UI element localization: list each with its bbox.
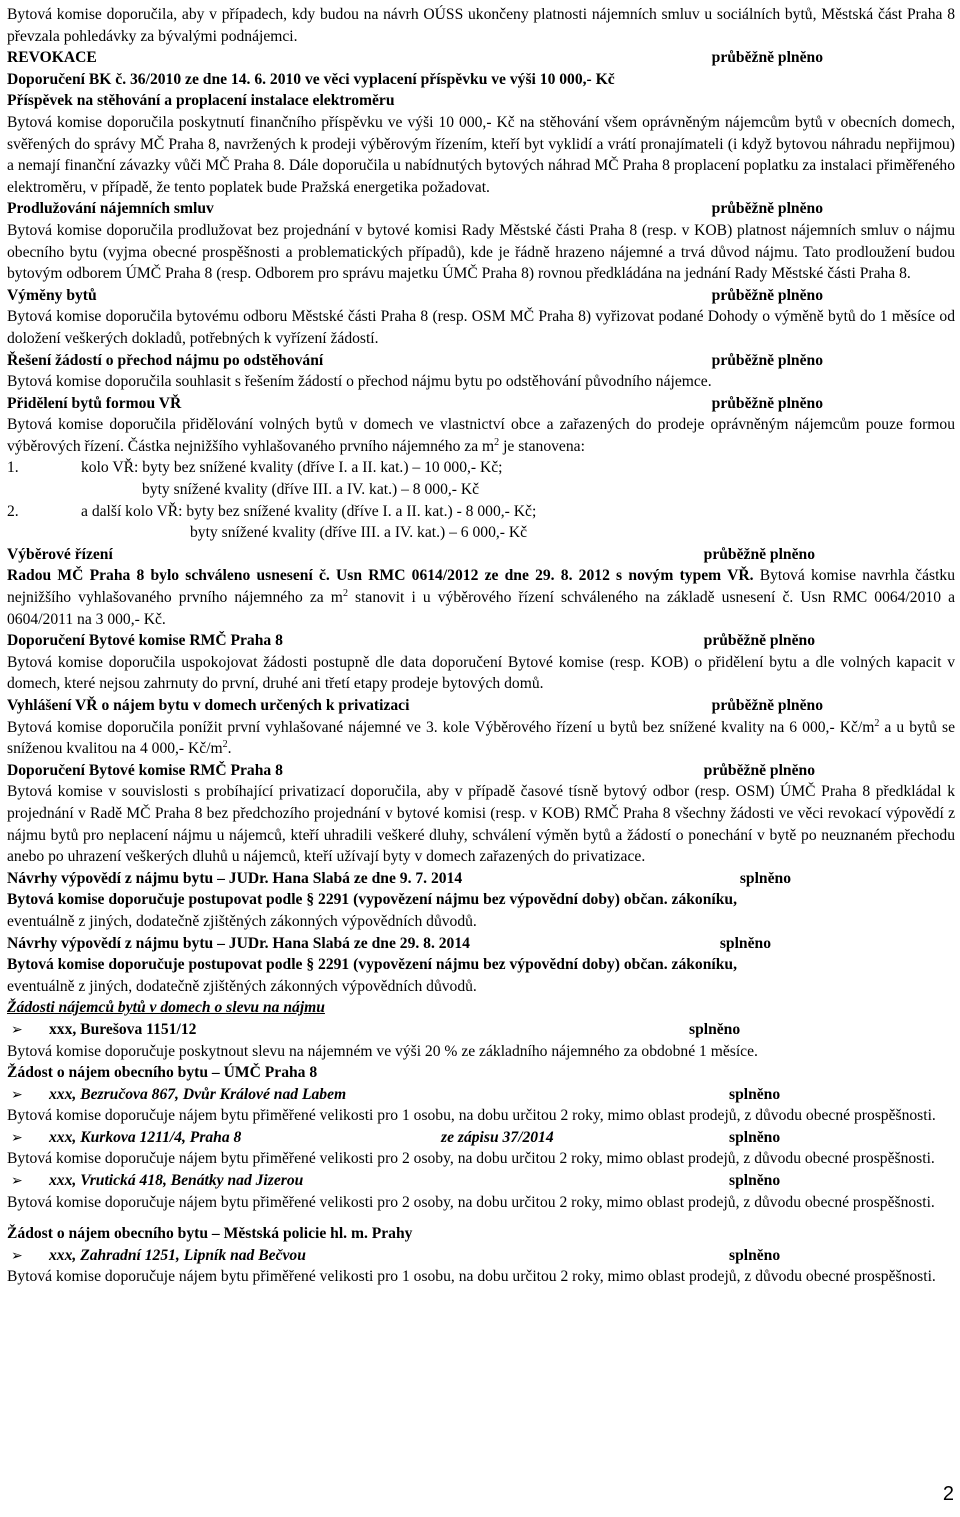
text-part: Bytová komise doporučila ponížit první vyhlašované nájemné ve 3. kole Výběrového řízení u bytů bez snížené kvality na 6 000,- Kč/m <box>7 718 875 736</box>
superscript: 2 <box>222 739 228 750</box>
list-text: a další kolo VŘ: byty bez snížené kvality (dříve I. a II. kat.) - 8 000,- Kč; <box>81 502 537 520</box>
status-label: splněno <box>729 1246 781 1264</box>
section-heading: Prodlužování nájemních smluv <box>7 200 214 218</box>
list-text: kolo VŘ: byty bez snížené kvality (dříve I. a II. kat.) – 10 000,- Kč; <box>81 459 503 477</box>
section-heading: Návrhy výpovědí z nájmu bytu – JUDr. Hana Slabá ze dne 29. 8. 2014 <box>7 934 470 952</box>
list-text: byty snížené kvality (dříve III. a IV. kat.) – 8 000,- Kč <box>142 481 480 499</box>
arrow-bullet-icon: ➢ <box>11 1173 23 1190</box>
list-item <box>7 457 955 479</box>
section-heading: Doporučení Bytové komise RMČ Praha 8 <box>7 632 283 650</box>
text-part: je stanovena: <box>499 437 585 455</box>
status-label: průběžně plněno <box>703 761 815 779</box>
status-label: splněno <box>729 1085 781 1103</box>
section-heading: Vyhlášení VŘ o nájem bytu v domech určených k privatizaci <box>7 697 410 714</box>
list-text: byty snížené kvality (dříve III. a IV. kat.) – 6 000,- Kč <box>190 524 528 542</box>
section-heading: Žádosti nájemců bytů v domech o slevu na nájmu <box>7 999 325 1017</box>
section-heading-row <box>7 393 955 415</box>
arrow-bullet-icon: ➢ <box>11 1129 23 1146</box>
section-text: Bytová komise doporučila prodlužovat bez projednání v bytové komisi Rady Městské části Praha 8 (resp. v KOB) platnost nájemních smluv o nájmu obecního bytu (vyjma obecné prospěšnosti a problematických případů), kde je řádně hrazeno nájemné a trvá důvod nájmu. Tato prodloužení budou bytovým odborem ÚMČ Praha 8 (resp. Odborem pro správu majetku ÚMČ Praha 8) rovnou předkládána na jednání Rady Městské části Praha 8. <box>7 221 955 283</box>
arrow-bullet-icon: ➢ <box>11 1021 23 1038</box>
status-label: průběžně plněno <box>711 697 823 714</box>
status-label: splněno <box>729 1128 781 1146</box>
text-part-bold: Radou MČ Praha 8 bylo schváleno usnesení č. Usn RMC 0614/2012 ze dne 29. 8. 2012 s novým typem VŘ. <box>7 567 754 585</box>
arrow-bullet-icon: ➢ <box>11 1086 23 1103</box>
section-text: eventuálně z jiných, dodatečně zjištěných zákonných výpovědních důvodů. <box>7 912 477 930</box>
section-heading: Výběrové řízení <box>7 545 113 563</box>
section-text: Bytová komise doporučuje poskytnout slevu na nájemném ve výši 20 % ze základního nájemného za obdobné 1 měsíce. <box>7 1042 758 1060</box>
status-label: průběžně plněno <box>711 200 823 218</box>
section-heading: Výměny bytů <box>7 286 97 304</box>
list-item <box>7 1245 955 1267</box>
section-text: Bytová komise doporučuje nájem bytu přiměřené velikosti pro 1 osobu, na dobu určitou 2 roky, mimo oblast prodejů, z důvodu obecné prospěšnosti. <box>7 1107 936 1125</box>
section-text: Bytová komise doporučuje nájem bytu přiměřené velikosti pro 1 osobu, na dobu určitou 2 roky, mimo oblast prodejů, z důvodu obecné prospěšnosti. <box>7 1268 936 1286</box>
text-part: Bytová komise navrhla částku nejnižšího vyhlašovaného prvního nájemného za m <box>7 567 955 607</box>
status-label: splněno <box>719 934 771 952</box>
text-part: a u bytů se sníženou kvalitou na 4 000,- Kč/m <box>7 718 956 758</box>
section-text: Bytová komise doporučila bytovému odboru Městské části Praha 8 (resp. OSM MČ Praha 8) vyřizovat podané Dohody o výměně bytů do 1 měsíce od doložení veškerých dokladů, potřebných k vyřízení žádostí. <box>7 308 955 347</box>
superscript: 2 <box>342 587 348 599</box>
section-heading-row <box>7 630 955 652</box>
document-body <box>7 4 955 1288</box>
section-text: Bytová komise v souvislosti s probíhající privatizací doporučila, aby v případě časové tísně bytový odbor (resp. OSM) ÚMČ Praha 8 předkládal k projednání v Radě MČ Praha 8 bez předchozího projednání v bytové komisi (resp. v KOB) RMČ Praha 8 všechny žádosti ve věci revokací výpovědí z nájmu bytů pro neplacení nájmu u nájemců, kteří uhradili veškeré dluhy, schválení výměn bytů a žádostí o ponechání v bytě po neuznaném přechodu anebo po uhrazení veškerých dluhů u nájemců, kteří užívají byty v domech zařazených do privatizace. <box>7 783 955 866</box>
section-heading-row <box>7 933 955 955</box>
list-item <box>7 501 955 523</box>
item-name: xxx, Bezručova 867, Dvůr Králové nad Labem <box>49 1085 347 1103</box>
item-name: xxx, Vrutická 418, Benátky nad Jizerou <box>49 1172 304 1190</box>
revokace-row <box>7 47 955 69</box>
list-number: 2. <box>7 502 19 520</box>
section-heading: Žádost o nájem obecního bytu – ÚMČ Praha 8 <box>7 1064 318 1082</box>
section-text-bold: Bytová komise doporučuje postupovat podle § 2291 (vypovězení nájmu bez výpovědní doby) občan. zákoníku, <box>7 891 737 909</box>
section-heading: Doporučení Bytové komise RMČ Praha 8 <box>7 761 283 779</box>
text-part: . <box>227 740 232 758</box>
arrow-bullet-icon: ➢ <box>11 1247 23 1264</box>
list-item-continuation <box>7 479 955 501</box>
section-heading: Řešení žádostí o přechod nájmu po odstěhování <box>7 351 324 369</box>
section-text: Bytová komise doporučuje nájem bytu přiměřené velikosti pro 2 osoby, na dobu určitou 2 roky, mimo oblast prodejů, z důvodu obecné prospěšnosti. <box>7 1150 935 1168</box>
section-heading-row <box>7 198 955 220</box>
status-label: splněno <box>689 1020 741 1038</box>
section-text: Bytová komise doporučuje nájem bytu přiměřené velikosti pro 2 osoby, na dobu určitou 2 roky, mimo oblast prodejů, z důvodu obecné prospěšnosti. <box>7 1193 935 1211</box>
superscript: 2 <box>874 717 880 729</box>
list-item <box>7 1127 955 1149</box>
item-name: xxx, Zahradní 1251, Lipník nad Bečvou <box>49 1246 306 1264</box>
section-text: Bytová komise doporučila poskytnutí finančního příspěvku ve výši 10 000,- Kč na stěhování všem oprávněným nájemcům bytů v obecních domech, svěřených do správy MČ Praha 8, navržených k prodeji výběrovým řízením, kteří byt vyklidí a vrátí pronajímateli (i když bytovou náhradu nepřijmou) a nemají finanční závazky vůči MČ Praha 8. Dále doporučila u nabídnutých bytových náhrad MČ Praha 8 proplacení poplatku za instalaci přiměřeného elektroměru, v případě, že tento poplatek bude Pražská energetika požadovat. <box>7 113 955 196</box>
status-label: průběžně plněno <box>703 632 815 650</box>
section-text <box>7 414 955 457</box>
section-heading-row <box>7 350 955 372</box>
section-text: eventuálně z jiných, dodatečně zjištěných zákonných výpovědních důvodů. <box>7 977 477 995</box>
item-note: ze zápisu 37/2014 <box>441 1128 554 1146</box>
section-heading-row <box>7 695 955 717</box>
intro-paragraph: Bytová komise doporučila, aby v případech, kdy budou na návrh OÚSS ukončeny platnosti nájemních smluv u sociálních bytů, Městská část Praha 8 převzala pohledávky za bývalými podnájemci. <box>7 6 955 45</box>
text-part: Bytová komise doporučila přidělování volných bytů v domech ve vlastnictví obce a zařazených do prodeje oprávněným nájemcům pouze formou výběrových řízení. Částka nejnižšího vyhlašovaného prvního nájemného za m <box>7 416 955 455</box>
section-subheading: Příspěvek na stěhování a proplacení instalace elektroměru <box>7 92 395 110</box>
section-heading-row <box>7 285 955 307</box>
item-name: xxx, Burešova 1151/12 <box>49 1020 197 1038</box>
section-heading: Návrhy výpovědí z nájmu bytu – JUDr. Hana Slabá ze dne 9. 7. 2014 <box>7 869 463 887</box>
section-heading-row <box>7 544 955 566</box>
section-text-bold: Bytová komise doporučuje postupovat podle § 2291 (vypovězení nájmu bez výpovědní doby) občan. zákoníku, <box>7 956 737 974</box>
list-item <box>7 1084 955 1106</box>
section-text: Bytová komise doporučila uspokojovat žádosti postupně dle data doporučení Bytové komise (resp. KOB) o přidělení bytu a dle volných kapacit v domech, které nejsou zahrnuty do první, druhé ani třetí etapy prodeje bytových domů. <box>7 653 955 693</box>
section-heading-row <box>7 760 955 782</box>
section-heading-row <box>7 868 955 890</box>
section-text <box>7 717 955 760</box>
text-part: stanovit i u výběrového řízení schváleného na základě usnesení č. Usn RMC 0064/2010 a 0604/2011 na 3 000,- Kč. <box>7 589 955 628</box>
list-item <box>7 1170 955 1192</box>
status-label: splněno <box>729 1172 781 1190</box>
status-label: splněno <box>739 869 791 887</box>
section-heading: Doporučení BK č. 36/2010 ze dne 14. 6. 2010 ve věci vyplacení příspěvku ve výši 10 000,- Kč <box>7 70 615 88</box>
section-heading: Žádost o nájem obecního bytu – Městská policie hl. m. Prahy <box>7 1225 413 1243</box>
status-label: průběžně plněno <box>711 351 823 369</box>
list-item-continuation <box>7 522 955 544</box>
status-label: průběžně plněno <box>703 545 815 563</box>
revokace-label: REVOKACE <box>7 49 97 67</box>
status-label: průběžně plněno <box>711 286 823 304</box>
item-name: xxx, Kurkova 1211/4, Praha 8 <box>49 1128 242 1146</box>
section-text: Bytová komise doporučila souhlasit s řešením žádostí o přechod nájmu bytu po odstěhování původního nájemce. <box>7 373 712 391</box>
status-label: průběžně plněno <box>711 394 823 412</box>
list-number: 1. <box>7 459 19 477</box>
superscript: 2 <box>494 436 500 448</box>
section-heading: Přidělení bytů formou VŘ <box>7 394 182 412</box>
page-number: 2 <box>942 1483 954 1505</box>
status-label: průběžně plněno <box>711 49 823 67</box>
list-item <box>7 1019 955 1041</box>
section-text <box>7 565 955 630</box>
